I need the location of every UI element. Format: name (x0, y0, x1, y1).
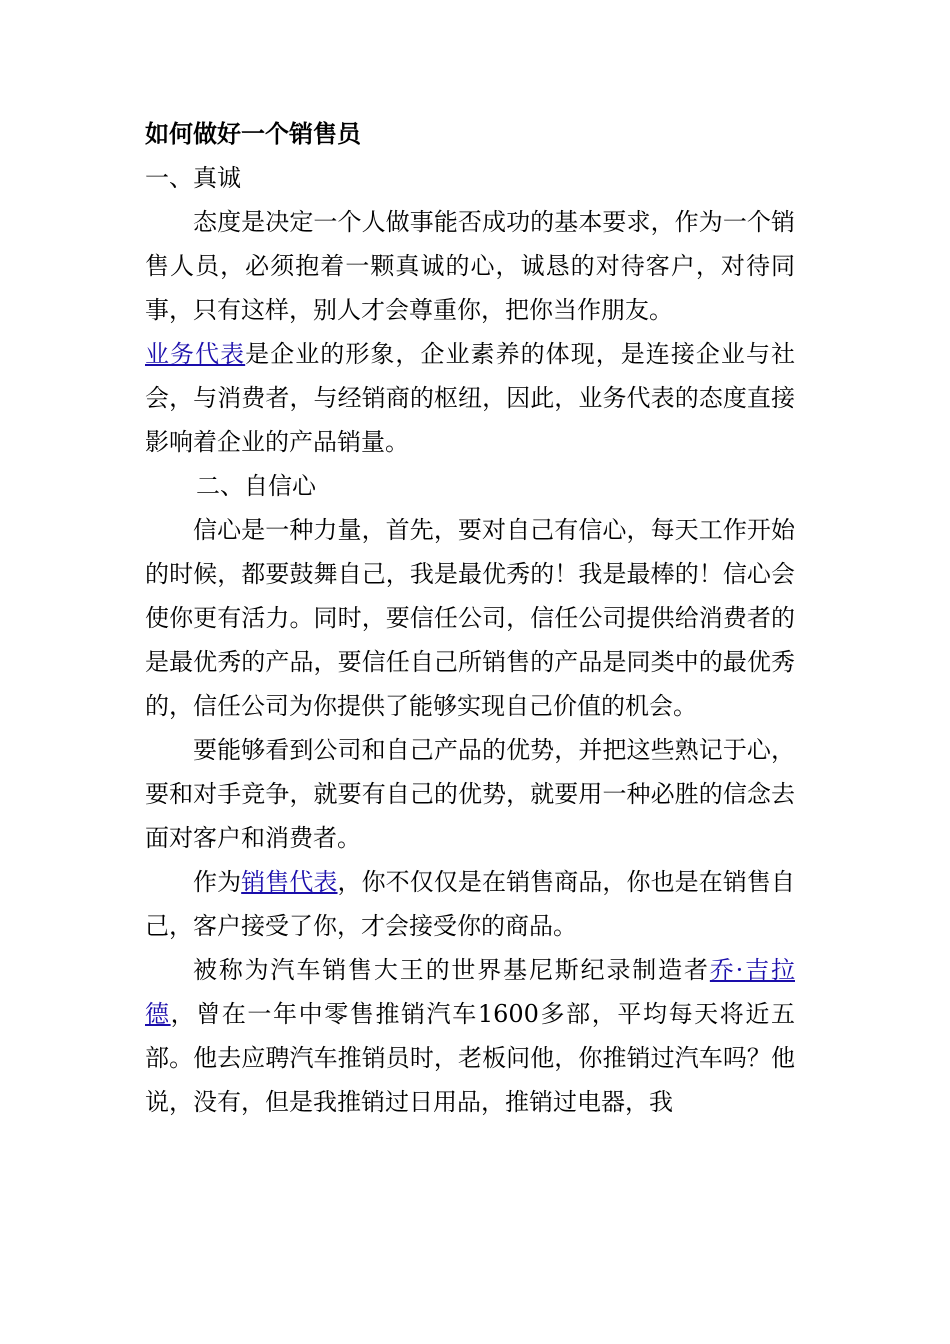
paragraph-text: ，曾在一年中零售推销汽车1600多部，平均每天将近五部。他去应聘汽车推销员时，老板问他，你推销过汽车吗？他说，没有，但是我推销过日用品，推销过电器，我 (145, 1000, 796, 1116)
paragraph: 态度是决定一个人做事能否成功的基本要求，作为一个销售人员，必须抱着一颗真诚的心，诚恳的对待客户，对待同事，只有这样，别人才会尊重你，把你当作朋友。 (145, 208, 795, 324)
document-title: 如何做好一个销售员 (145, 119, 361, 148)
section-heading-sincerity: 一、真诚 (145, 164, 241, 192)
paragraph-text: 是企业的形象，企业素养的体现，是连接企业与社会，与消费者，与经销商的枢纽，因此，业务代表的态度直接影响着企业的产品销量。 (145, 340, 796, 456)
paragraph-text: 被称为汽车销售大王的世界基尼斯纪录制造者 (193, 956, 710, 984)
link-joe-girard[interactable]: 乔·吉拉德 (145, 956, 795, 1028)
paragraph: 要能够看到公司和自己产品的优势，并把这些熟记于心，要和对手竞争，就要有自己的优势，就要用一种必胜的信念去面对客户和消费者。 (145, 736, 795, 852)
paragraph (145, 860, 795, 948)
paragraph (145, 332, 795, 464)
section-heading-confidence: 二、自信心 (196, 472, 316, 500)
paragraph: 信心是一种力量，首先，要对自己有信心，每天工作开始的时候，都要鼓舞自己，我是最优秀的！我是最棒的！信心会使你更有活力。同时，要信任公司，信任公司提供给消费者的是最优秀的产品，要信任自己所销售的产品是同类中的最优秀的，信任公司为你提供了能够实现自己价值的机会。 (145, 516, 795, 720)
link-sales-representative[interactable]: 销售代表 (241, 868, 338, 896)
paragraph (145, 948, 795, 1124)
paragraph-text: 作为 (193, 868, 242, 896)
section-body-confidence (145, 508, 795, 1124)
link-business-representative[interactable]: 业务代表 (145, 340, 246, 368)
section-body-sincerity (145, 200, 795, 464)
paragraph-text: ，你不仅仅是在销售商品，你也是在销售自己，客户接受了你，才会接受你的商品。 (145, 868, 796, 940)
